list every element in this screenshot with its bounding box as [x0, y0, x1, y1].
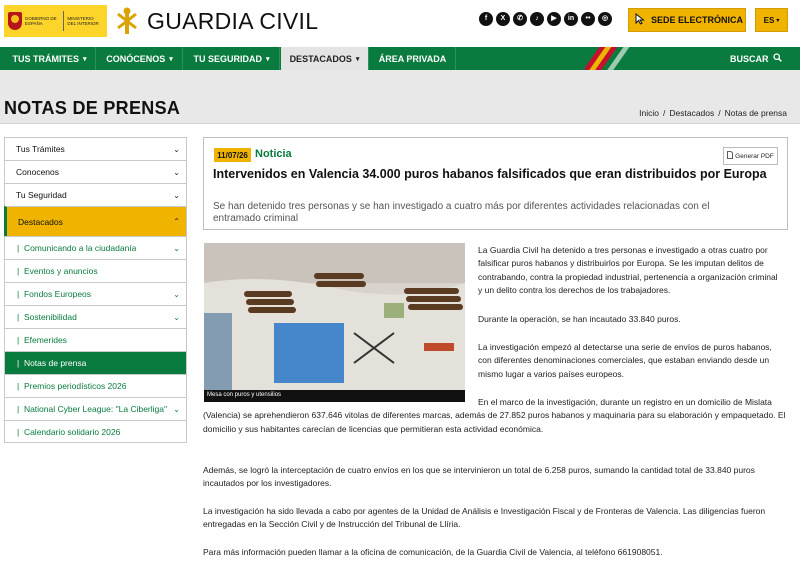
- tiktok-icon[interactable]: ♪: [530, 12, 544, 26]
- sidebar-item-label: | Calendario solidario 2026: [17, 426, 121, 437]
- x-icon[interactable]: X: [496, 12, 510, 26]
- flickr-icon[interactable]: ••: [581, 12, 595, 26]
- nav-label: TU SEGURIDAD: [193, 53, 262, 64]
- nav-tus-tramites[interactable]: [4, 47, 96, 70]
- chevron-down-icon: ▾: [82, 55, 87, 63]
- chevron-down-icon: ⌄: [173, 190, 180, 200]
- nav-label: TUS TRÁMITES: [12, 53, 79, 64]
- logo-divider: [63, 11, 64, 31]
- sidebar-item-label: Tu Seguridad: [16, 190, 67, 200]
- breadcrumb-current: Notas de prensa: [724, 108, 787, 118]
- chevron-up-icon: ⌃: [173, 217, 180, 226]
- linkedin-icon[interactable]: in: [564, 12, 578, 26]
- article-headline: Intervenidos en Valencia 34.000 puros habanos falsificados que eran distribuidos por Europa: [213, 167, 767, 181]
- breadcrumb-inicio[interactable]: Inicio: [639, 108, 659, 118]
- breadcrumb-separator: /: [718, 108, 721, 118]
- sidebar-item-calendario[interactable]: [4, 420, 187, 443]
- chevron-down-icon: ▾: [169, 55, 173, 63]
- document-icon: [727, 151, 733, 161]
- nav-conocenos[interactable]: [97, 47, 183, 70]
- article-paragraph: En el marco de la investigación, durante un registro en un domicilio de Mislata (Valencia) se aprehendieron 637.646 vitolas de diferentes marcas, además de 27.852 puros habanos y maquinaria para su elaboración y empaquetado. El domicilio y sus habitantes carecían de licencias que permitieran esta actividad económica.: [203, 397, 786, 434]
- chevron-down-icon: ⌄: [173, 404, 180, 414]
- sidebar-item-ciberliga[interactable]: [4, 397, 187, 420]
- photo-caption: Mesa con puros y utensilios: [204, 390, 465, 402]
- gov-text-1: GOBIERNO DE ESPAÑA: [24, 16, 57, 26]
- sidebar-item-fondos-europeos[interactable]: [4, 282, 187, 305]
- chevron-down-icon: ▾: [266, 55, 270, 63]
- table-with-cigars-image: [204, 243, 465, 402]
- sidebar-item-label: | Notas de prensa: [17, 358, 87, 368]
- sidebar-item-label: | Premios periodísticos 2026: [17, 381, 127, 391]
- sidebar-item-eventos[interactable]: [4, 259, 187, 282]
- sidebar-item-label: | Efemerides: [17, 335, 67, 345]
- date-badge: 11/07/26: [214, 148, 251, 162]
- article-paragraph: La investigación ha sido llevada a cabo por agentes de la Unidad de Análisis e Investigación Fiscal y de Fronteras de Valencia. Las diligencias fueron entregadas en la Sección Civil y de Instrucción del Tribunal de Llíria.: [203, 506, 766, 530]
- facebook-icon[interactable]: f: [479, 12, 493, 26]
- sidebar-item-destacados[interactable]: [4, 206, 187, 236]
- search-button[interactable]: [730, 47, 782, 70]
- sidebar-menu: [4, 137, 187, 443]
- chevron-down-icon: ⌄: [173, 289, 180, 299]
- breadcrumb-separator: /: [662, 108, 666, 118]
- guardia-civil-emblem-icon[interactable]: [115, 6, 139, 36]
- page-title: NOTAS DE PRENSA: [4, 98, 181, 118]
- sidebar-item-conocenos[interactable]: [4, 160, 187, 183]
- chevron-down-icon: ⌄: [173, 312, 180, 322]
- nav-label: DESTACADOS: [289, 53, 352, 64]
- sidebar-item-label: | Comunicando a la ciudadanía: [17, 243, 137, 253]
- page-banner: [0, 70, 800, 124]
- article-paragraph: Además, se logró la interceptación de cuatro envíos en los que se intervinieron un total de 6.258 puros, sumando la cantidad total de 33.840 puros incautados por los investigadores.: [203, 465, 755, 489]
- chevron-down-icon: ▾: [776, 17, 780, 24]
- category-label: Noticia: [255, 148, 292, 160]
- article-subhead: Se han detenido tres personas y se han investigado a cuatro más por diferentes actividades relacionadas con el entramado criminal: [213, 201, 710, 224]
- chevron-down-icon: ⌄: [173, 144, 180, 154]
- nav-area-privada[interactable]: [370, 47, 456, 70]
- lang-label: ES: [763, 15, 775, 25]
- generate-pdf-button[interactable]: [723, 147, 778, 165]
- sidebar-item-premios[interactable]: [4, 374, 187, 397]
- site-title[interactable]: GUARDIA CIVIL: [147, 8, 319, 34]
- sidebar-item-notas-de-prensa[interactable]: [4, 351, 187, 374]
- sidebar-item-label: | National Cyber League: "La Ciberliga": [17, 404, 168, 414]
- breadcrumb: [639, 108, 787, 118]
- sidebar-item-label: Tus Trámites: [16, 144, 65, 154]
- article-paragraph: La investigación empezó al detectarse una serie de envíos de puros habanos, con diferentes denominaciones comerciales, que estaban enviando desde un mismo lugar a varios países europeos.: [478, 342, 772, 379]
- nav-label: CONÓCENOS: [106, 53, 166, 64]
- article-header: [203, 137, 788, 230]
- sede-label: SEDE ELECTRÓNICA: [651, 15, 744, 25]
- social-links: [479, 12, 612, 26]
- spanish-flag-stripes: [585, 47, 645, 70]
- whatsapp-icon[interactable]: ✆: [513, 12, 527, 26]
- gov-text-2: MINISTERIO DEL INTERIOR: [67, 16, 99, 26]
- sidebar-item-label: | Eventos y anuncios: [17, 266, 98, 276]
- youtube-icon[interactable]: ▶: [547, 12, 561, 26]
- article-paragraph: Durante la operación, se han incautado 33.840 puros.: [478, 314, 681, 324]
- main-nav: [0, 47, 800, 70]
- sidebar-item-label: | Fondos Europeos: [17, 289, 92, 299]
- gobierno-logo[interactable]: [4, 5, 107, 37]
- site-header: [0, 0, 800, 44]
- nav-tu-seguridad[interactable]: [184, 47, 280, 70]
- chevron-down-icon: ▾: [355, 55, 360, 63]
- sidebar-item-sostenibilidad[interactable]: [4, 305, 187, 328]
- language-selector[interactable]: [755, 8, 788, 32]
- sidebar-item-efemerides[interactable]: [4, 328, 187, 351]
- article-paragraph: Para más información pueden llamar a la oficina de comunicación, de la Guardia Civil de Valencia, al teléfono 661908051.: [203, 547, 663, 557]
- search-label: BUSCAR: [730, 53, 769, 64]
- sidebar-item-tus-tramites[interactable]: [4, 137, 187, 160]
- article-paragraph: La Guardia Civil ha detenido a tres personas e investigado a otras cuatro por falsificar puros habanos y distribuirlos por Europa. Se les imputan delitos de contrabando, contra la propiedad industrial, pertenencia a organización criminal y un delito contra los derechos de los trabajadores.: [478, 245, 778, 295]
- breadcrumb-destacados[interactable]: Destacados: [669, 108, 715, 118]
- pdf-label: Generar PDF: [735, 152, 774, 160]
- cursor-icon: [635, 13, 645, 27]
- article-photo: [204, 243, 465, 402]
- search-icon: [773, 53, 782, 64]
- sidebar-item-label: Conocenos: [16, 167, 60, 177]
- sidebar-item-label: Destacados: [18, 216, 63, 227]
- sidebar-item-tu-seguridad[interactable]: [4, 183, 187, 206]
- nav-label: ÁREA PRIVADA: [378, 53, 447, 64]
- coat-of-arms-icon: [8, 12, 22, 30]
- instagram-icon[interactable]: ◎: [598, 12, 612, 26]
- sidebar-item-label: | Sostenibilidad: [17, 312, 77, 322]
- chevron-down-icon: ⌄: [173, 167, 180, 177]
- sidebar-item-comunicando[interactable]: [4, 236, 187, 259]
- nav-destacados[interactable]: [281, 47, 369, 70]
- sede-electronica-button[interactable]: [628, 8, 746, 32]
- chevron-down-icon: ⌄: [173, 243, 180, 253]
